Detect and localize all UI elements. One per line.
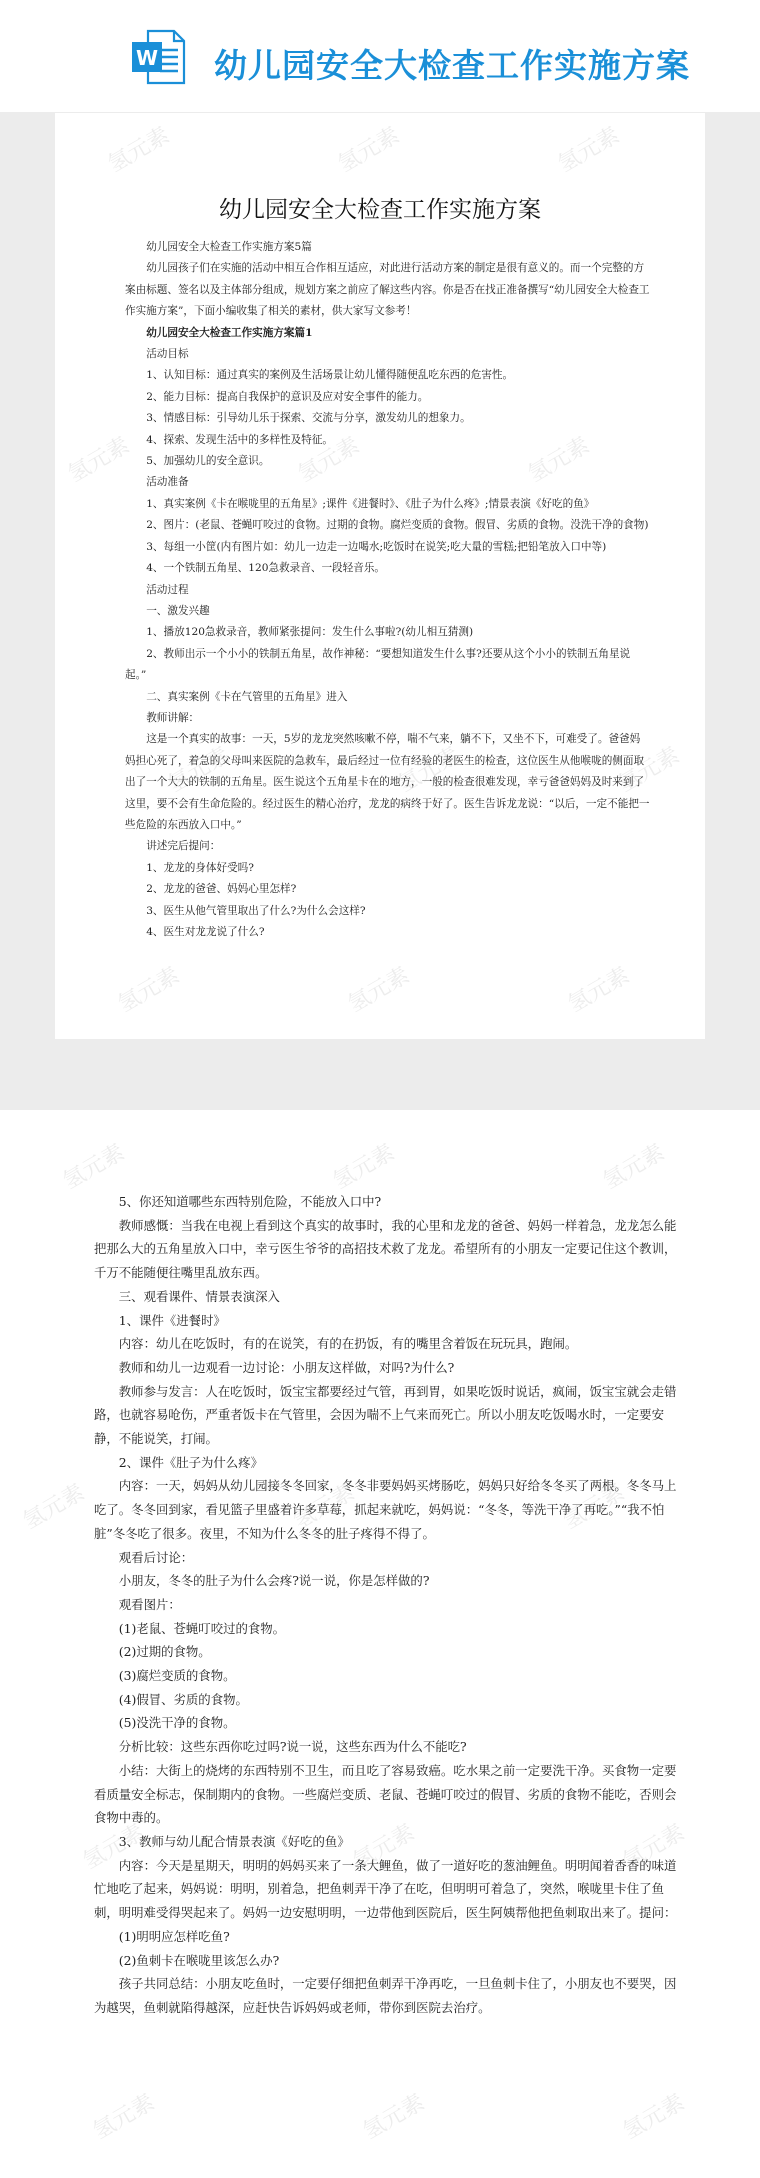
paragraph: 内容：幼儿在吃饭时，有的在说笑，有的在扔饭，有的嘴里含着饭在玩玩具，跑闹。 xyxy=(118,1336,578,1352)
paragraph: 这是一个真实的故事：一天，5岁的龙龙突然咳嗽不停，喘不气来，躺不下，又坐不下，可难受了。爸爸妈妈担心死了，着急的父母叫来医院的急救车，最后经过一位有经验的老医生的检查，这位医生从他喉咙的侧面取出了一个大大的铁制的五角星。医生说这个五角星卡在的地方，一般的检查很难发现，幸亏爸爸妈妈及时来到了这里，要不会有生命危险的。经过医生的精心治疗，龙龙的病终于好了。医生告诉龙龙说：“以后，一定不能把一些危险的东西放入口中。” xyxy=(125,733,650,831)
list-item: 5、加强幼儿的安全意识。 xyxy=(146,455,270,468)
list-item: 2、龙龙的爸爸、妈妈心里怎样? xyxy=(146,883,297,896)
watermark: 氢元素 xyxy=(79,1819,149,1875)
page-2-body xyxy=(94,1190,684,2020)
paragraph: 教师参与发言：人在吃饭时，饭宝宝都要经过气管，再到胃，如果吃饭时说话，疯闹，饭宝宝就会走错路，也就容易呛伤，严重者饭卡在气管里，会因为喘不上气来而死亡。所以小朋友吃饭喝水时，一定要安静，不能说笑，打闹。 xyxy=(94,1383,677,1447)
watermark: 氢元素 xyxy=(614,742,684,798)
list-item: (2)鱼刺卡在喉咙里该怎么办? xyxy=(118,1952,280,1968)
watermark: 氢元素 xyxy=(329,1139,399,1195)
list-item: 1、播放120急救录音，教师紧张提问：发生什么事啦?(幼儿相互猜测) xyxy=(146,626,474,639)
paragraph: 活动准备 xyxy=(146,476,189,489)
paragraph: 幼儿园安全大检查工作实施方案5篇 xyxy=(146,241,312,253)
watermark: 氢元素 xyxy=(19,1479,89,1535)
paragraph: 小结：大街上的烧烤的东西特别不卫生，而且吃了容易致癌。吃水果之前一定要洗干净。买食物一定要看质量安全标志，保制期内的食物。一些腐烂变质、老鼠、苍蝇叮咬过的假冒、劣质的食物不能吃，否则会食物中毒的。 xyxy=(94,1762,677,1826)
banner-title: 幼儿园安全大检查工作实施方案 xyxy=(214,46,690,85)
page-1-body xyxy=(125,237,650,943)
paragraph: 观看后讨论： xyxy=(118,1549,194,1565)
list-item: (1)老鼠、苍蝇叮咬过的食物。 xyxy=(118,1620,286,1636)
list-item: (3)腐烂变质的食物。 xyxy=(118,1668,236,1684)
paragraph: 教师和幼儿一边观看一边讨论：小朋友这样做，对吗?为什么? xyxy=(118,1359,455,1375)
list-item: 1、课件《进餐时》 xyxy=(118,1312,226,1328)
watermark: 氢元素 xyxy=(554,122,624,178)
paragraph: 幼儿园孩子们在实施的活动中相互合作相互适应，对此进行活动方案的制定是很有意义的。而一个完整的方案由标题、签名以及主体部分组成，规划方案之前应了解这些内容。你是否在找正准备撰写“幼儿园安全大检查工作实施方案”，下面小编收集了相关的素材，供大家写文参考！ xyxy=(125,262,650,318)
watermark: 氢元素 xyxy=(89,2089,159,2145)
watermark: 氢元素 xyxy=(64,432,134,488)
watermark: 氢元素 xyxy=(559,1479,629,1535)
paragraph: 孩子共同总结：小朋友吃鱼时，一定要仔细把鱼刺弄干净再吃，一旦鱼刺卡住了，小朋友也不要哭，因为越哭，鱼刺就陷得越深，应赶快告诉妈妈或老师，带你到医院去治疗。 xyxy=(94,1976,677,2015)
paragraph: 内容：今天是星期天，明明的妈妈买来了一条大鲤鱼，做了一道好吃的葱油鲤鱼。明明闻着香香的味道忙地吃了起来，妈妈说：明明，别着急，把鱼刺弄干净了在吃，但明明可着急了，突然，喉咙里卡住了鱼刺，明明难受得哭起来了。妈妈一边安慰明明，一边带他到医院后，医生阿姨帮他把鱼刺取出来了。提问： xyxy=(94,1857,677,1921)
watermark: 氢元素 xyxy=(564,962,634,1018)
list-item: 1、真实案例《卡在喉咙里的五角星》;课件《进餐时》、《肚子为什么疼》;情景表演《好吃的鱼》 xyxy=(146,497,595,510)
list-item: 1、龙龙的身体好受吗? xyxy=(146,861,254,874)
watermark: 氢元素 xyxy=(619,2089,689,2145)
document-page-1 xyxy=(55,113,705,1039)
list-item: 2、能力目标：提高自我保护的意识及应对安全事件的能力。 xyxy=(146,390,429,403)
paragraph: 教师感慨：当我在电视上看到这个真实的故事时，我的心里和龙龙的爸爸、妈妈一样着急，龙龙怎么能把那么大的五角星放入口中，幸亏医生爷爷的高招技术救了龙龙。希望所有的小朋友一定要记住这个教训，千万不能随便往嘴里乱放东西。 xyxy=(94,1217,677,1281)
watermark: 氢元素 xyxy=(164,742,234,798)
list-item: 5、你还知道哪些东西特别危险，不能放入口中? xyxy=(118,1194,382,1209)
list-item: 3、教师与幼儿配合情景表演《好吃的鱼》 xyxy=(118,1833,350,1849)
paragraph: 讲述完后提问： xyxy=(146,840,221,853)
list-item: 2、图片：(老鼠、苍蝇叮咬过的食物。过期的食物。腐烂变质的食物。假冒、劣质的食物。没洗干净的食物) xyxy=(146,519,649,532)
document-title: 幼儿园安全大检查工作实施方案 xyxy=(219,197,541,223)
list-item: (2)过期的食物。 xyxy=(118,1644,211,1660)
paragraph: 观看图片： xyxy=(118,1596,181,1612)
logo-letter: W xyxy=(135,46,159,70)
watermark: 氢元素 xyxy=(344,962,414,1018)
list-item: 3、医生从他气管里取出了什么?为什么会这样? xyxy=(146,904,366,917)
paragraph: 内容：一天，妈妈从幼儿园接冬冬回家，冬冬非要妈妈买烤肠吃，妈妈只好给冬冬买了两根。冬冬马上吃了。冬冬回到家，看见篮子里盛着许多草莓，抓起来就吃，妈妈说：“冬冬，等洗干净了再吃。”“我不怕脏”冬冬吃了很多。夜里，不知为什么冬冬的肚子疼得不得了。 xyxy=(94,1478,677,1541)
watermark: 氢元素 xyxy=(619,1819,689,1875)
paragraph: 分析比较：这些东西你吃过吗?说一说，这些东西为什么不能吃? xyxy=(118,1739,467,1755)
list-item: 1、认知目标：通过真实的案例及生活场景让幼儿懂得随便乱吃东西的危害性。 xyxy=(146,369,514,382)
list-item: (5)没洗干净的食物。 xyxy=(118,1715,236,1731)
list-item: 3、情感目标：引导幼儿乐于探索、交流与分享，激发幼儿的想象力。 xyxy=(146,412,471,425)
watermark: 氢元素 xyxy=(289,1479,359,1535)
document-page-2 xyxy=(0,1110,760,2178)
watermark: 氢元素 xyxy=(294,432,364,488)
list-item: (1)明明应怎样吃鱼? xyxy=(118,1928,230,1944)
section-heading: 三、观看课件、情景表演深入 xyxy=(118,1288,280,1304)
watermark: 氢元素 xyxy=(104,122,174,178)
paragraph: 活动目标 xyxy=(146,348,189,361)
list-item: 4、一个铁制五角星、120急救录音、一段轻音乐。 xyxy=(146,562,386,575)
watermark: 氢元素 xyxy=(114,962,184,1018)
paragraph: 二、真实案例《卡在气管里的五角星》进入 xyxy=(146,690,348,703)
watermark: 氢元素 xyxy=(524,432,594,488)
watermark: 氢元素 xyxy=(59,1139,129,1195)
watermark: 氢元素 xyxy=(334,122,404,178)
watermark: 氢元素 xyxy=(394,742,464,798)
watermark: 氢元素 xyxy=(349,1819,419,1875)
paragraph: 教师讲解： xyxy=(146,711,200,724)
list-item: 4、探索、发现生活中的多样性及特征。 xyxy=(146,433,334,446)
list-item: 2、教师出示一个小小的铁制五角星，故作神秘：“要想知道发生什么事?还要从这个小小的铁制五角星说起。” xyxy=(125,647,631,682)
paragraph: 小朋友，冬冬的肚子为什么会疼?说一说，你是怎样做的? xyxy=(118,1573,430,1589)
paragraph: 活动过程 xyxy=(146,583,189,596)
section-heading: 幼儿园安全大检查工作实施方案篇1 xyxy=(146,326,313,339)
list-item: (4)假冒、劣质的食物。 xyxy=(118,1691,248,1707)
list-item: 3、每组一小筐(内有图片如：幼儿一边走一边喝水;吃饭时在说笑;吃大量的雪糕;把铅笔放入口中等) xyxy=(146,540,607,553)
list-item: 4、医生对龙龙说了什么? xyxy=(146,926,265,938)
paragraph: 一、激发兴趣 xyxy=(146,604,210,617)
watermark: 氢元素 xyxy=(599,1139,669,1195)
header-banner xyxy=(0,0,760,112)
watermark: 氢元素 xyxy=(359,2089,429,2145)
word-document-icon xyxy=(130,28,186,86)
list-item: 2、课件《肚子为什么疼》 xyxy=(118,1454,263,1470)
